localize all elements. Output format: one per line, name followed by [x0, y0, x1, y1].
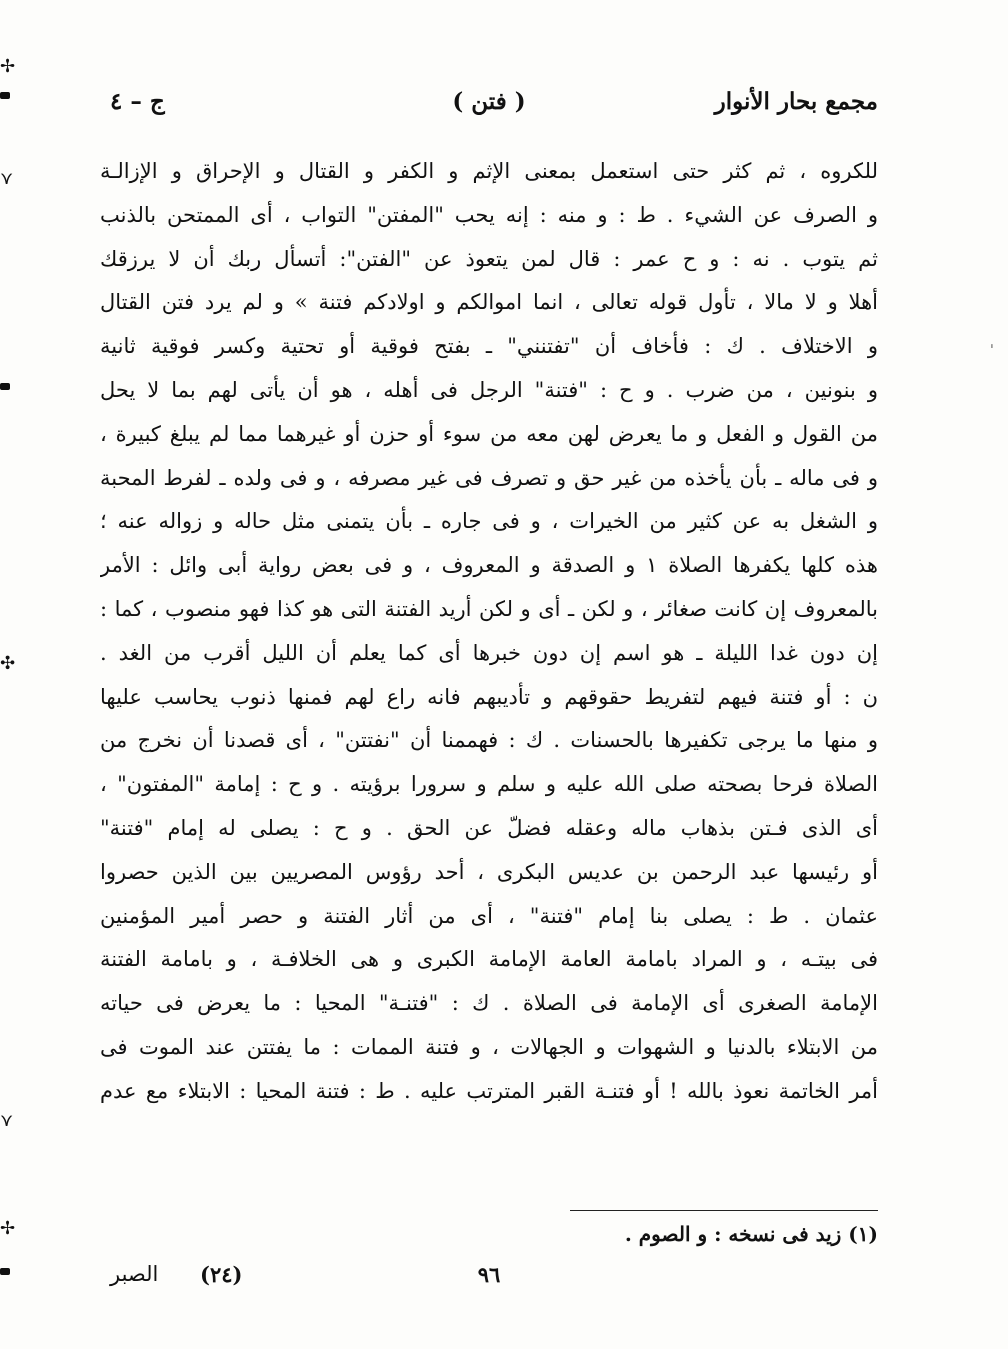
scan-margin-marks — [0, 0, 30, 1349]
text-line: و فى ماله ـ بأن يأخذه من غير حق و تصرف فى غير مصرفه ، و فى ولده ـ لفرط المحبة — [100, 465, 878, 490]
text-line: هذه كلها يكفرها الصلاة ١ و الصدقة و المعروف ، و فى بعض رواية أبى وائل : الأمر — [100, 553, 878, 578]
text-line: فى بيتـه ، و المراد بامامة العامة الإمامة الكبرى و هى الخلافـة ، و بامامة الفتنة — [100, 947, 878, 972]
text-line: و الاختلاف . ك : فأخاف أن "تفتنني" ـ بفتح فوقية أو تحتية وكسر فوقية ثانية — [100, 334, 878, 359]
text-line: أهلا و لا مالا ، تأول قوله تعالى ، انما اموالكم و اولادكم فتنة » و لم يرد فتن القتال — [100, 290, 878, 315]
page-footer — [100, 1262, 878, 1302]
text-line: من القول و الفعل و ما يعرض لهن معه من سوء أو حزن أو غيرهما مما لم يبلغ كبيرة ، — [100, 421, 878, 446]
text-line: عثمان . ط : يصلى بنا إمام "فتنة" ، أى من أثار الفتنة و حصر أمير المؤمنين — [100, 903, 878, 928]
registration-cross-icon: ✣ — [0, 653, 16, 674]
text-line: الإمامة الصغرى أى الإمامة فى الصلاة . ك : "فتنـة" المحيا : ما يعرض فى حياته — [100, 991, 878, 1016]
footnote-divider — [570, 1210, 878, 1211]
registration-tick-icon: ⋎ — [0, 1110, 14, 1131]
running-header — [100, 88, 878, 128]
margin-bar-mark — [0, 383, 10, 390]
registration-cross-icon: ✢ — [0, 56, 16, 77]
signature-name: الصبر — [110, 1262, 159, 1286]
entry-heading: ( فتن ) — [452, 88, 526, 115]
margin-bar-mark — [0, 1268, 10, 1275]
text-line: أمر الخاتمة نعوذ بالله ! أو فتنـة القبر المترتب عليه . ط : فتنة المحيا : الابتلاء مع عدم — [100, 1078, 878, 1103]
text-line: إن دون غدا الليلة ـ هو اسم إن دون خبرها أى كما يعلم أن الليل أقرب من الغد . — [100, 640, 878, 665]
volume-number: ج – ٤ — [110, 88, 165, 115]
text-line: الصلاة فرحا بصحته صلى الله عليه و سلم و سرورا برؤيته . و ح : إمامة "المفتون" ، — [100, 772, 878, 797]
signature-number: (٢٤) — [200, 1262, 243, 1287]
registration-tick-icon: ⋎ — [0, 168, 14, 189]
text-line: أو رئيسها عبد الرحمن بن عديس البكرى ، أحد رؤوس المصريين بين الذين حصروا — [100, 859, 878, 884]
text-line: للكروه ، ثم كثر حتى استعمل بمعنى الإثم و الكفر و القتال و الإحراق و الإزالـة — [100, 159, 878, 183]
text-line: و بنونين ، من ضرب . و ح : "فتنة" الرجل فى أهله ، هو أن يأتى لهم بما لا يحل — [100, 377, 878, 402]
footnote: (١) زيد فى نسخه : و الصوم . — [624, 1222, 878, 1246]
text-line: أى الذى فـتن بذهاب ماله وعقله فضلّ عن الحق . و ح : يصلى له إمام "فتنة" — [100, 815, 878, 840]
text-line: و منها ما يرجى تكفيرها بالحسنات . ك : فهممنا أن "نفتتن" ، أى قصدنا أن نخرج من — [100, 728, 878, 753]
text-line: ن : أو فتنة فيهم لتفريط حقوقهم و تأديبهم فانه راع لهم فمنها ذنوب يحاسب عليها — [100, 684, 878, 709]
registration-cross-icon: ✢ — [0, 1218, 16, 1239]
scan-speck-mark: ˈ — [990, 343, 994, 359]
text-line: و الصرف عن الشيء . ط : و منه : إنه يحب "المفتن" التواب ، أى الممتحن بالذنب — [100, 202, 878, 227]
page-number: ٩٦ — [477, 1262, 501, 1287]
text-line: من الابتلاء بالدنيا و الشهوات و الجهالات ، و فتنة الممات : ما يفتتن عند الموت فى — [100, 1034, 878, 1059]
text-line: و الشغل به عن كثير من الخيرات ، و فى جاره ـ بأن يتمنى مثل حاله و زواله عنه ؛ — [100, 509, 878, 534]
margin-bar-mark — [0, 92, 10, 99]
text-line: ثم يتوب . نه : و ح عمر : قال لمن يتعوذ عن "الفتن": أتسأل ربك أن لا يرزقك — [100, 246, 878, 271]
book-title: مجمع بحار الأنوار — [714, 88, 878, 115]
main-text-block — [100, 150, 878, 1114]
text-line: بالمعروف إن كانت صغائر ، و لكن ـ أى و لكن أريد الفتنة التى هو كذا فهو منصوب ، كما : — [100, 596, 878, 621]
